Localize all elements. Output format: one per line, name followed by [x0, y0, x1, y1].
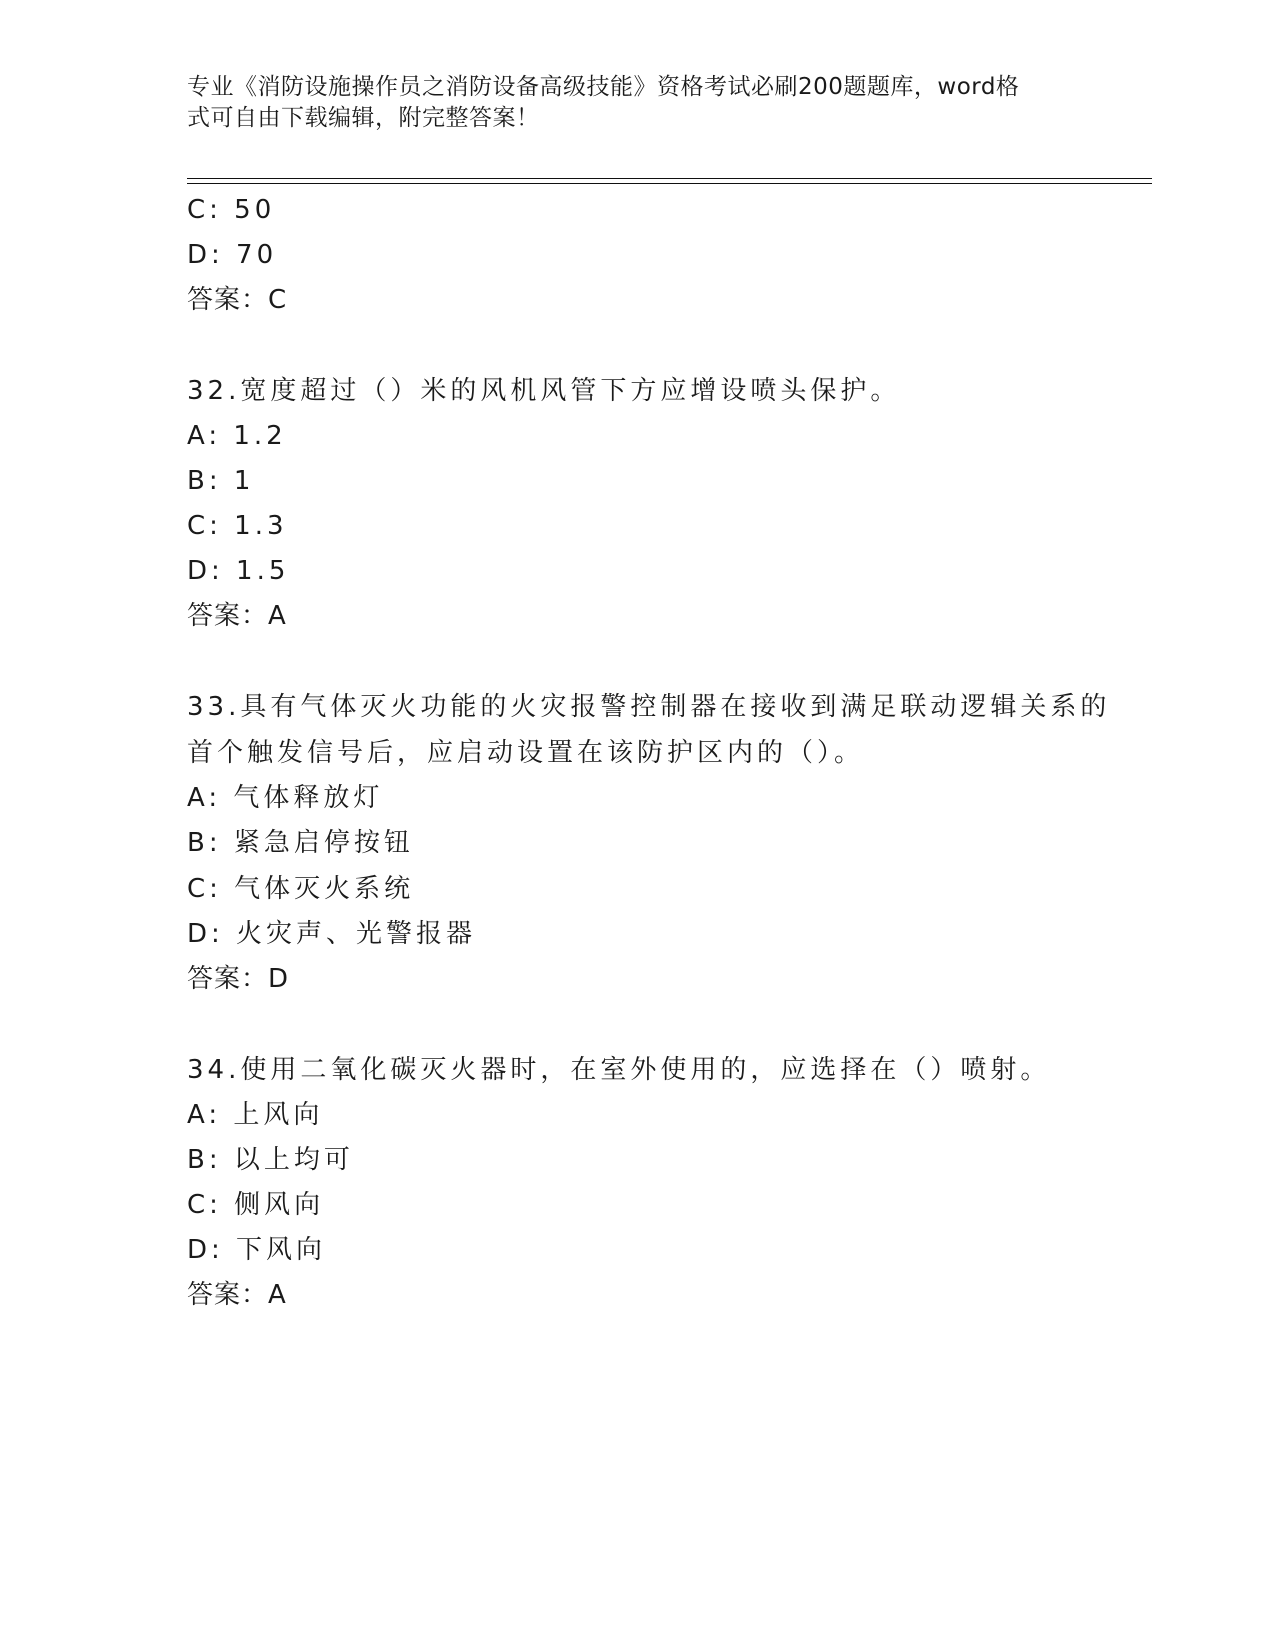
question-32-answer: 答案：A: [187, 601, 287, 631]
prev-answer: 答案：C: [187, 285, 288, 315]
question-33-option-b: B: 紧急启停按钮: [187, 828, 414, 858]
header-divider-top: [187, 178, 1152, 179]
header-line-2: 式可自由下载编辑，附完整答案！: [187, 105, 540, 131]
question-33-stem-line-2: 首个触发信号后，应启动设置在该防护区内的（）。: [187, 738, 865, 768]
question-34-option-c: C: 侧风向: [187, 1190, 325, 1220]
question-33-option-a: A: 气体释放灯: [187, 783, 384, 813]
question-34-stem: 34.使用二氧化碳灭火器时，在室外使用的，应选择在（）喷射。: [187, 1055, 1051, 1085]
question-33-stem-line-1: 33.具有气体灭火功能的火灾报警控制器在接收到满足联动逻辑关系的: [187, 692, 1111, 722]
question-33-option-d: D: 火灾声、光警报器: [187, 919, 477, 949]
question-34-option-a: A: 上风向: [187, 1100, 324, 1130]
header-divider-bottom: [187, 183, 1152, 184]
question-32-stem: 32.宽度超过（）米的风机风管下方应增设喷头保护。: [187, 376, 901, 406]
question-34-option-b: B: 以上均可: [187, 1145, 354, 1175]
question-32-option-d: D: 1.5: [187, 556, 290, 586]
question-32-option-a: A: 1.2: [187, 421, 287, 451]
question-33-option-c: C: 气体灭火系统: [187, 874, 415, 904]
header-line-1: 专业《消防设施操作员之消防设备高级技能》资格考试必刷200题题库，word格: [187, 74, 1020, 100]
prev-option-d: D: 70: [187, 240, 278, 270]
question-34-answer: 答案：A: [187, 1280, 287, 1310]
prev-option-c: C: 50: [187, 195, 276, 225]
question-32-option-b: B: 1: [187, 466, 255, 496]
question-33-answer: 答案：D: [187, 964, 290, 994]
question-32-option-c: C: 1.3: [187, 511, 288, 541]
question-34-option-d: D: 下风向: [187, 1235, 327, 1265]
document-header: [187, 72, 1087, 134]
